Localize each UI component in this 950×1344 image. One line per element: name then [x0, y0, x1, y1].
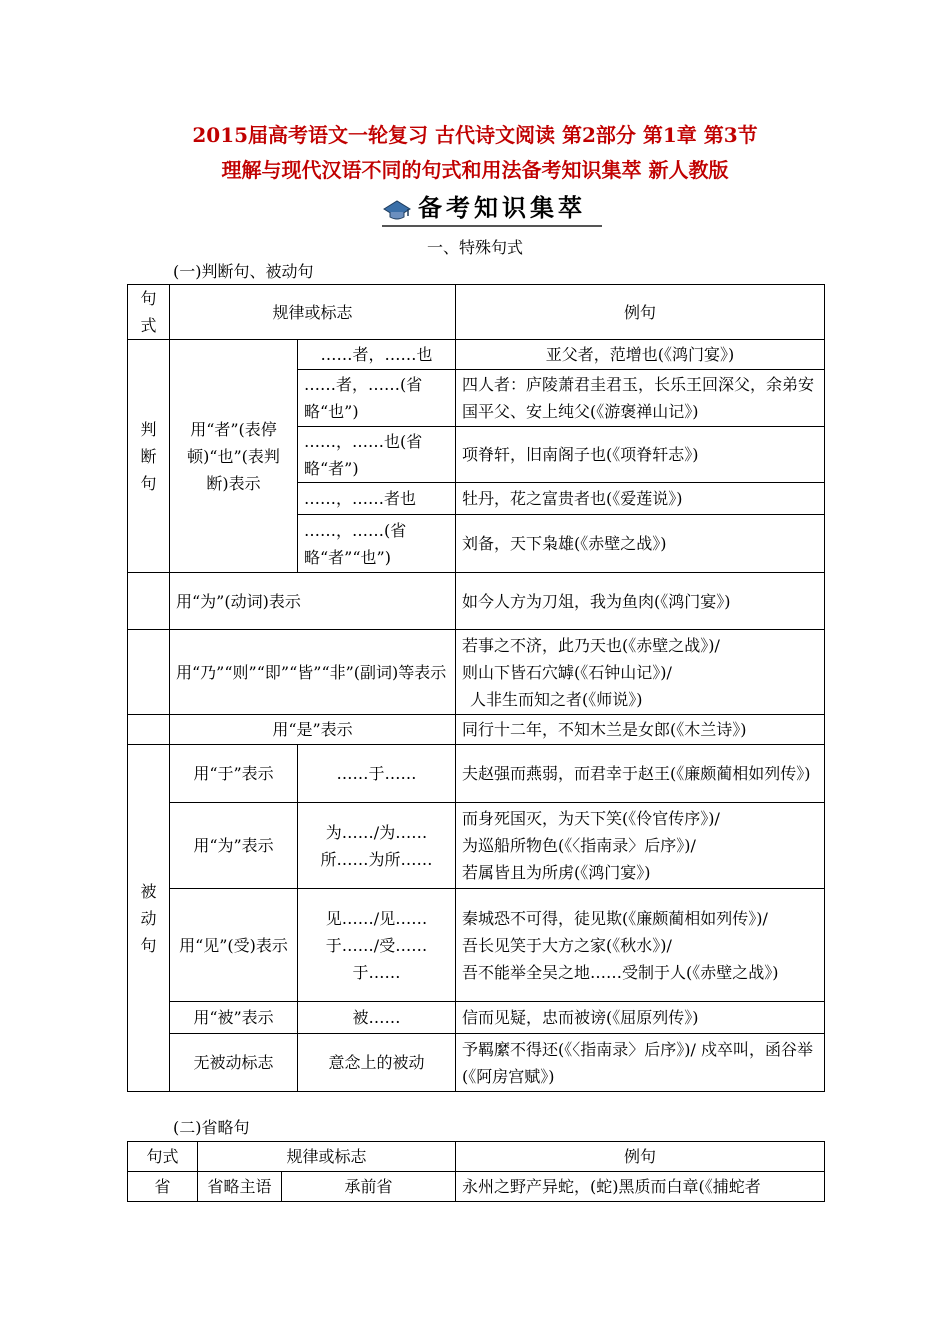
section-heading: 一、特殊句式: [426, 238, 523, 257]
wei-rule: 用“为”(动词)表示: [170, 573, 456, 630]
omission-table: [127, 1141, 825, 1202]
judge-label: 判断句: [128, 340, 170, 573]
judge-example: 牡丹，花之富贵者也(《爱莲说》): [456, 483, 825, 515]
judge-pattern: ……，……(省略“者”“也”): [298, 515, 456, 573]
judgement-passive-table: [127, 284, 825, 1092]
header-type: 句式: [128, 285, 170, 340]
passive-pattern: 见……/见……于……/受……于……: [298, 889, 456, 1002]
table-row: [128, 340, 825, 370]
table-row: [128, 630, 825, 715]
passive-label: 被动句: [128, 745, 170, 1092]
judge-example: 亚父者，范增也(《鸿门宴》): [456, 340, 825, 370]
section-banner: [382, 193, 602, 227]
passive-example: 信而见疑，忠而被谤(《屈原列传》): [456, 1002, 825, 1034]
judge-pattern: ……者，……也: [298, 340, 456, 370]
judge-pattern: ……，……者也: [298, 483, 456, 515]
omit-type: 省: [128, 1172, 198, 1202]
judge-example: 项脊轩，旧南阁子也(《项脊轩志》): [456, 427, 825, 483]
passive-rule: 无被动标志: [170, 1034, 298, 1092]
table-row: [128, 1002, 825, 1034]
banner-text: 备考知识集萃: [418, 194, 586, 222]
graduation-cap-icon: [382, 195, 412, 221]
judge-group-rule: 用“者”(表停顿)“也”(表判断)表示: [170, 340, 298, 573]
table-header-row: [128, 1142, 825, 1172]
document-title-line1: 2015届高考语文一轮复习 古代诗文阅读 第2部分 第1章 第3节: [192, 123, 758, 147]
header-example: 例句: [456, 285, 825, 340]
header-rule: 规律或标志: [198, 1142, 456, 1172]
table-header-row: [128, 285, 825, 340]
judge-example: 四人者：庐陵萧君圭君玉，长乐王回深父，余弟安国平父、安上纯父(《游褒禅山记》): [456, 370, 825, 427]
document-title-line2: 理解与现代汉语不同的句式和用法备考知识集萃 新人教版: [221, 158, 729, 182]
header-rule: 规律或标志: [170, 285, 456, 340]
passive-example: 夫赵强而燕弱，而君幸于赵王(《廉颇蔺相如列传》): [456, 745, 825, 803]
judge-pattern: ……，……也(省略“者”): [298, 427, 456, 483]
header-example: 例句: [456, 1142, 825, 1172]
subsection-heading-2: (二)省略句: [173, 1118, 250, 1137]
shi-rule: 用“是”表示: [170, 715, 456, 745]
passive-rule: 用“被”表示: [170, 1002, 298, 1034]
shi-example: 同行十二年，不知木兰是女郎(《木兰诗》): [456, 715, 825, 745]
table-row: [128, 1034, 825, 1092]
omit-rule: 省略主语: [198, 1172, 282, 1202]
passive-rule: 用“于”表示: [170, 745, 298, 803]
passive-pattern: 意念上的被动: [298, 1034, 456, 1092]
subsection-heading-1: (一)判断句、被动句: [173, 262, 314, 281]
table-row: [128, 715, 825, 745]
table-row: [128, 573, 825, 630]
table-row: [128, 745, 825, 803]
passive-example: 予羁縻不得还(《〈指南录〉后序》)/ 戍卒叫，函谷举(《阿房宫赋》): [456, 1034, 825, 1092]
judge-example: 刘备，天下枭雄(《赤壁之战》): [456, 515, 825, 573]
judge-pattern: ……者，……(省略“也”): [298, 370, 456, 427]
adverb-examples: 若事之不济，此乃天也(《赤壁之战》)/ 则山下皆石穴罅(《石钟山记》)/ 人非生而知之者(《师说》): [456, 630, 825, 715]
passive-rule: 用“为”表示: [170, 803, 298, 889]
passive-example: 秦城恐不可得，徒见欺(《廉颇蔺相如列传》)/ 吾长见笑于大方之家(《秋水》)/ 吾不能举全吴之地……受制于人(《赤壁之战》): [456, 889, 825, 1002]
passive-pattern: 被……: [298, 1002, 456, 1034]
passive-pattern: 为……/为……所……为所……: [298, 803, 456, 889]
passive-rule: 用“见”(受)表示: [170, 889, 298, 1002]
wei-example: 如今人方为刀俎，我为鱼肉(《鸿门宴》): [456, 573, 825, 630]
omit-example: 永州之野产异蛇，(蛇)黑质而白章(《捕蛇者: [456, 1172, 825, 1202]
header-type: 句式: [128, 1142, 198, 1172]
table-row: [128, 889, 825, 1002]
table-row: [128, 1172, 825, 1202]
adverb-rule: 用“乃”“则”“即”“皆”“非”(副词)等表示: [170, 630, 456, 715]
omit-pattern: 承前省: [282, 1172, 456, 1202]
passive-pattern: ……于……: [298, 745, 456, 803]
table-row: [128, 803, 825, 889]
passive-example: 而身死国灭，为天下笑(《伶官传序》)/ 为巡船所物色(《〈指南录〉后序》)/ 若属皆且为所虏(《鸿门宴》): [456, 803, 825, 889]
